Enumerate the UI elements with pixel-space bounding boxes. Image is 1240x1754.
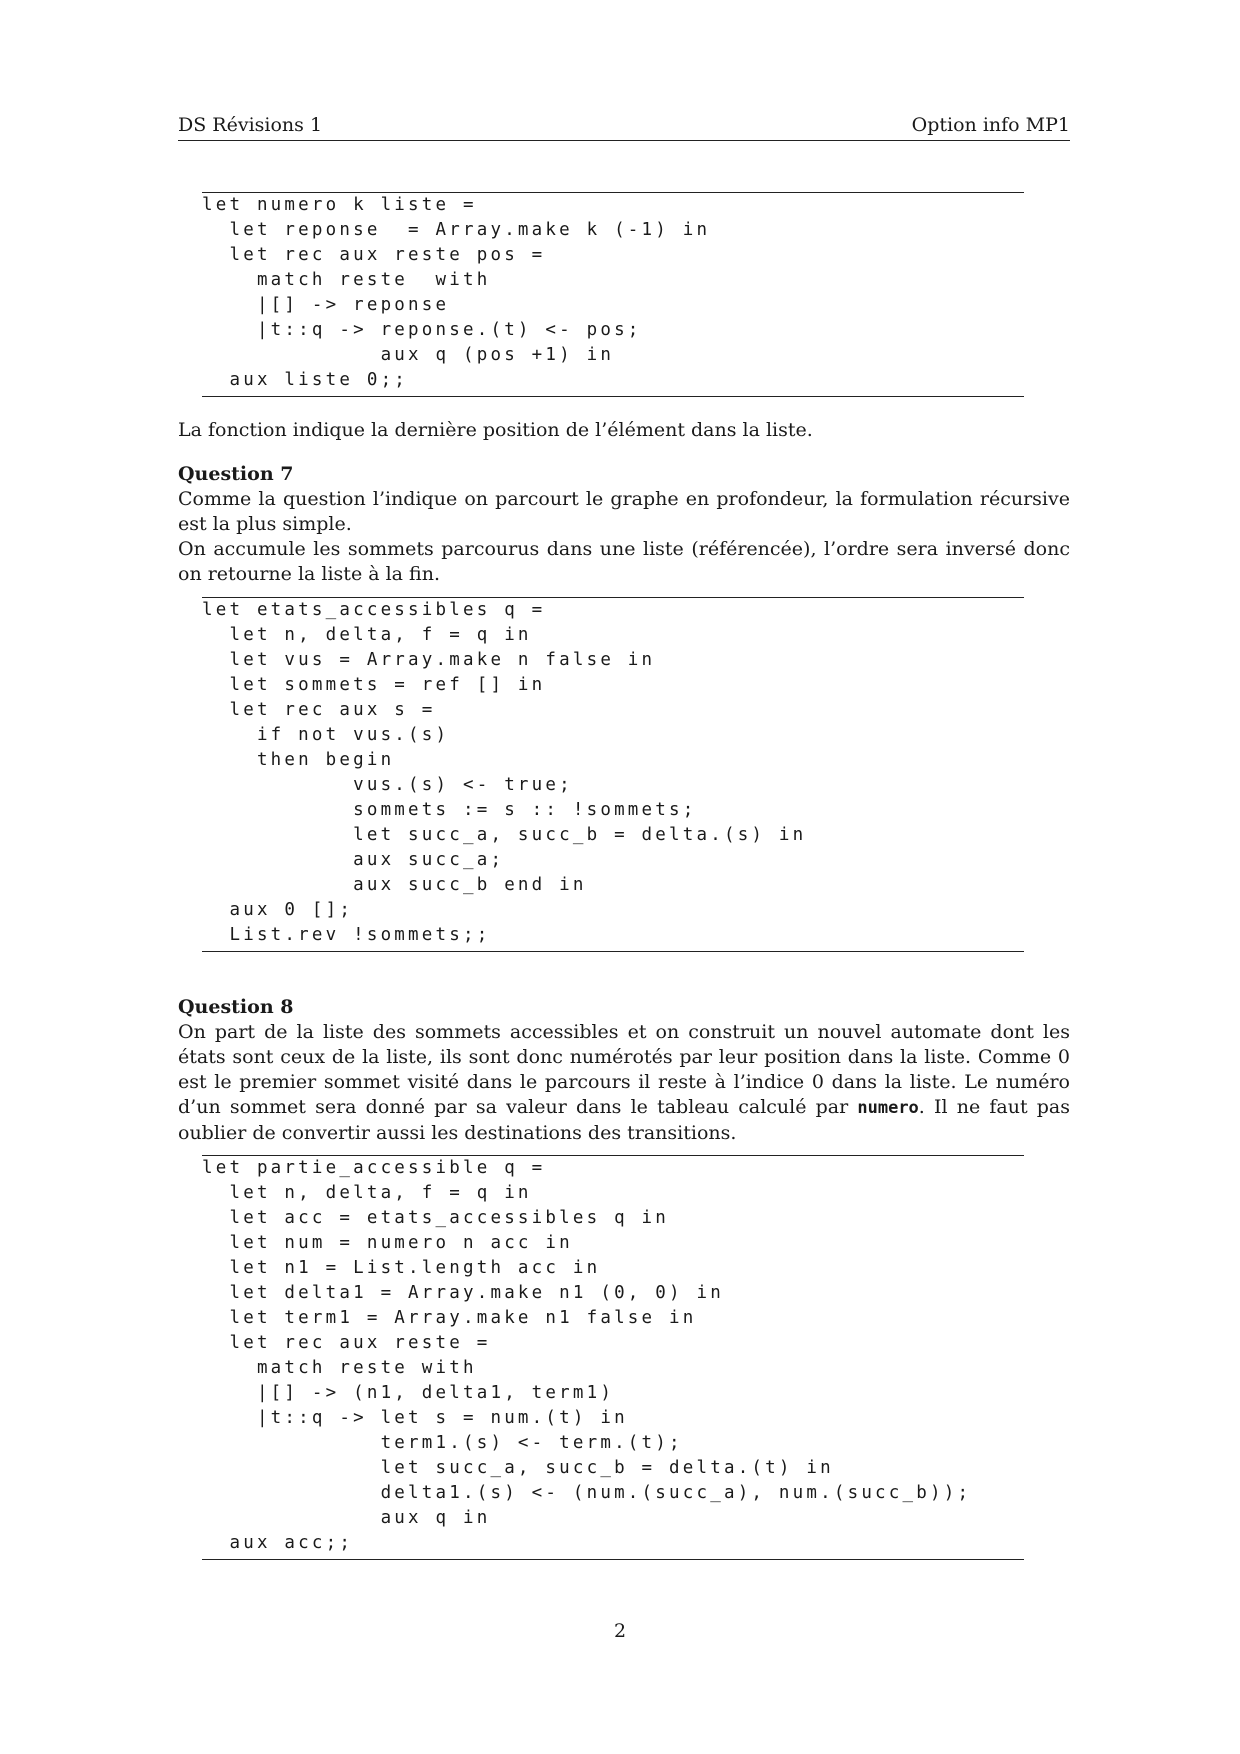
code-line: term1.(s) <- term.(t); (202, 1433, 683, 1453)
code-line: sommets := s :: !sommets; (202, 800, 697, 820)
code-line: let succ_a, succ_b = delta.(s) in (202, 825, 807, 845)
code-line: let etats_accessibles q = (202, 600, 546, 620)
code-line: if not vus.(s) (202, 725, 450, 745)
question-8-title: Question 8 (178, 996, 294, 1018)
code-line: let reponse = Array.make k (-1) in (202, 220, 711, 240)
paragraph-numero-explanation: La fonction indique la dernière position de l’élément dans la liste. (178, 419, 813, 441)
code-line: let sommets = ref [] in (202, 675, 546, 695)
code-line: let acc = etats_accessibles q in (202, 1208, 670, 1228)
page-number: 2 (613, 1620, 627, 1642)
code-line: aux succ_b end in (202, 875, 587, 895)
code-line: let numero k liste = (202, 195, 477, 215)
inline-code-numero: numero (857, 1098, 919, 1118)
code-line: aux q in (202, 1508, 491, 1528)
question-8-paragraph (178, 1020, 1070, 1146)
code-line: let rec aux s = (202, 700, 436, 720)
code-block-numero (202, 192, 1024, 397)
question-8-text-before: On part de la liste des sommets accessibles et on construit un nouvel automate dont les états sont ceux de la liste, ils sont donc numérotés par leur position dans la liste. Comme 0 est le premier sommet visité dans le parcours il reste à l’indice 0 dans la liste. Le numéro d’un sommet sera donné par sa valeur dans le tableau calculé par (178, 1021, 1070, 1118)
code-line: let succ_a, succ_b = delta.(t) in (202, 1458, 834, 1478)
question-7-title: Question 7 (178, 463, 294, 485)
code-line: |t::q -> reponse.(t) <- pos; (202, 320, 642, 340)
question-7-paragraph-1: Comme la question l’indique on parcourt le graphe en profondeur, la formulation récursive est la plus simple. (178, 488, 1070, 535)
question-7-paragraph-2: On accumule les sommets parcourus dans une liste (référencée), l’ordre sera inversé donc on retourne la liste à la fin. (178, 538, 1070, 585)
code-line: then begin (202, 750, 395, 770)
code-line: |t::q -> let s = num.(t) in (202, 1408, 628, 1428)
code-line: aux 0 []; (202, 900, 354, 920)
code-line: aux q (pos +1) in (202, 345, 615, 365)
header-left: DS Révisions 1 (178, 114, 323, 136)
code-block-partie-accessible (202, 1155, 1024, 1560)
question-8-text-after: . Il ne faut pas oublier de convertir aussi les destinations des transitions. (178, 1096, 1070, 1144)
page-header (178, 114, 1070, 141)
code-line: aux acc;; (202, 1533, 354, 1553)
code-line: let rec aux reste pos = (202, 245, 546, 265)
code-line: match reste with (202, 1358, 477, 1378)
code-line: let num = numero n acc in (202, 1233, 573, 1253)
code-line: let term1 = Array.make n1 false in (202, 1308, 697, 1328)
code-line: delta1.(s) <- (num.(succ_a), num.(succ_b)); (202, 1483, 972, 1503)
code-line: let n, delta, f = q in (202, 625, 532, 645)
code-line: let rec aux reste = (202, 1333, 491, 1353)
code-line: |[] -> reponse (202, 295, 450, 315)
code-line: let n1 = List.length acc in (202, 1258, 601, 1278)
code-block-etats-accessibles (202, 597, 1024, 952)
code-line: let partie_accessible q = (202, 1158, 546, 1178)
code-line: aux succ_a; (202, 850, 505, 870)
code-line: let n, delta, f = q in (202, 1183, 532, 1203)
code-line: |[] -> (n1, delta1, term1) (202, 1383, 615, 1403)
code-line: let delta1 = Array.make n1 (0, 0) in (202, 1283, 724, 1303)
code-line: match reste with (202, 270, 491, 290)
code-line: aux liste 0;; (202, 370, 409, 390)
code-line: let vus = Array.make n false in (202, 650, 656, 670)
header-right: Option info MP1 (911, 114, 1070, 136)
code-line: List.rev !sommets;; (202, 925, 491, 945)
code-line: vus.(s) <- true; (202, 775, 573, 795)
